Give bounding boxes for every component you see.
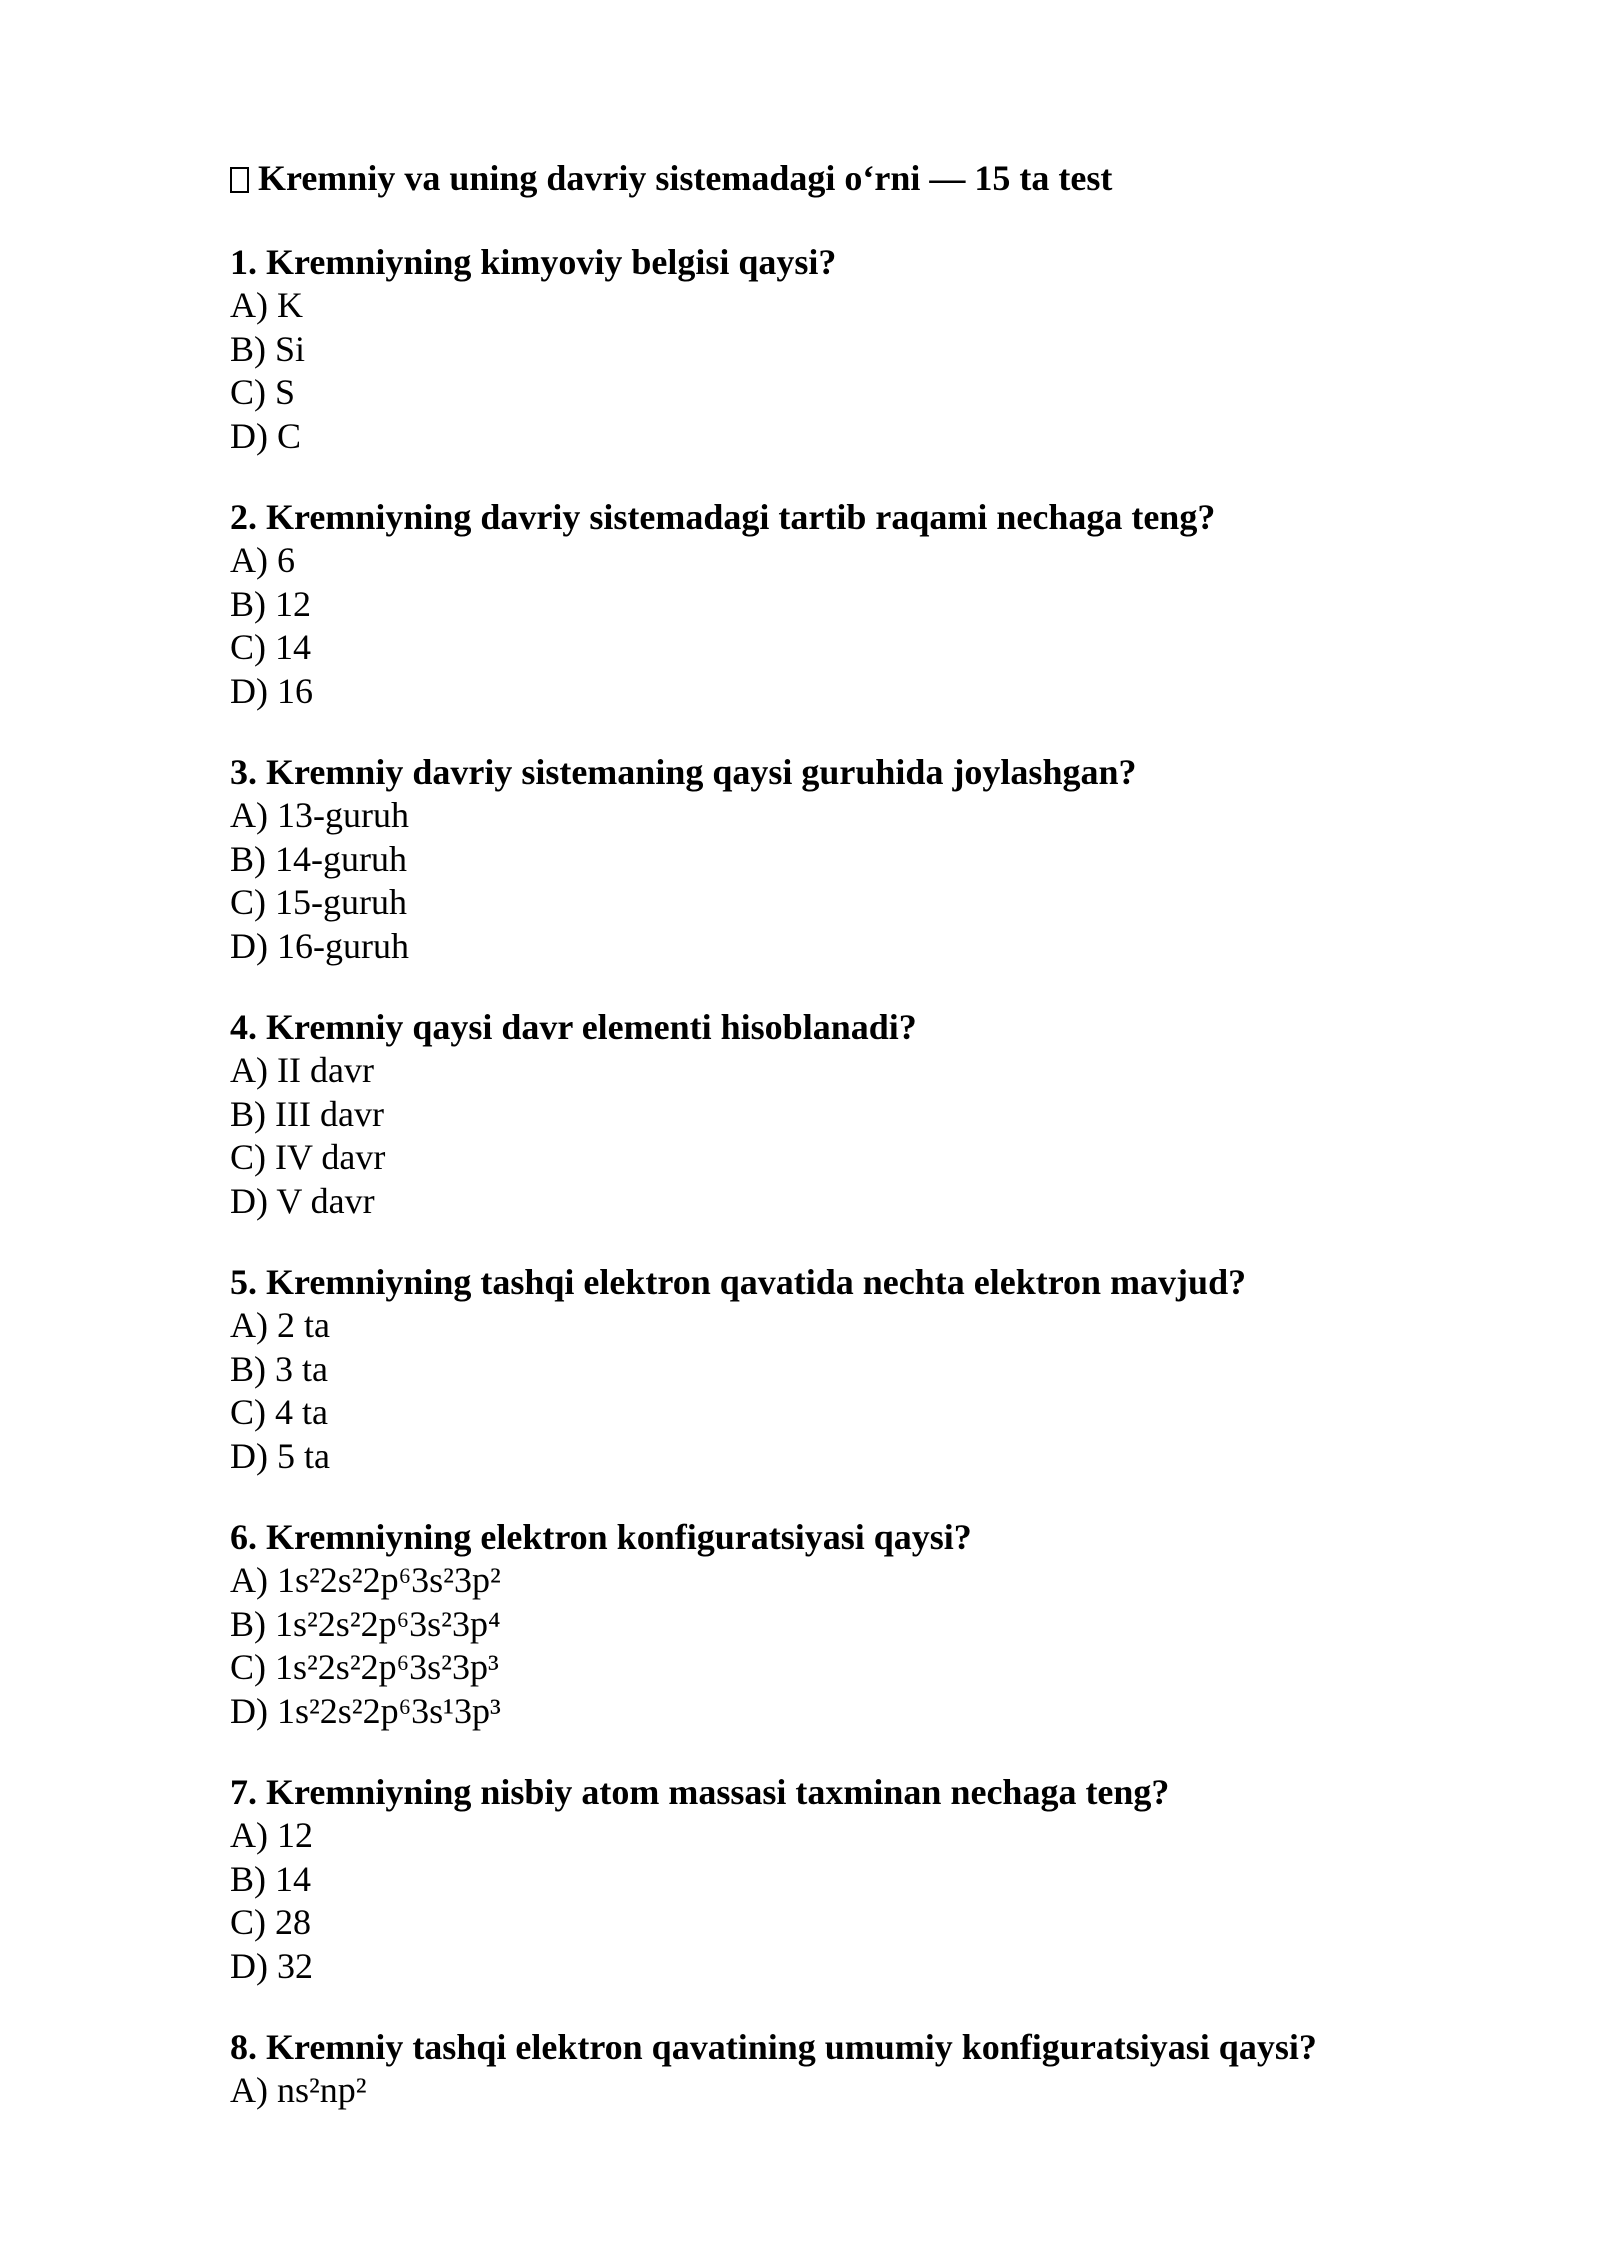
answer-option: C) 4 ta (230, 1392, 328, 1432)
answer-option: C) 1s²2s²2p⁶3s²3p³ (230, 1647, 499, 1687)
question-block (230, 2025, 1430, 2113)
answer-option: D) 5 ta (230, 1435, 330, 1476)
answer-option: B) III davr (230, 1093, 384, 1134)
answer-option: B) 14 (230, 1858, 311, 1899)
question-text: 3. Kremniy davriy sistemaning qaysi guruhida joylashgan? (230, 752, 1137, 792)
answer-option: D) 16 (230, 670, 313, 711)
answer-option: B) 1s²2s²2p⁶3s²3p⁴ (230, 1603, 501, 1644)
question-text: 1. Kremniyning kimyoviy belgisi qaysi? (230, 242, 837, 282)
question-block (230, 750, 1430, 968)
question-block (230, 240, 1430, 458)
answer-option: D) 1s²2s²2p⁶3s¹3p³ (230, 1690, 501, 1731)
question-block (230, 495, 1430, 713)
document-title (230, 156, 1430, 200)
answer-option: C) 15-guruh (230, 882, 407, 922)
question-text: 6. Kremniyning elektron konfiguratsiyasi qaysi? (230, 1517, 972, 1557)
answer-option: B) 12 (230, 583, 311, 624)
question-text: 5. Kremniyning tashqi elektron qavatida nechta elektron mavjud? (230, 1262, 1247, 1302)
question-block (230, 1515, 1430, 1733)
answer-option: B) 14-guruh (230, 838, 407, 879)
answer-option: B) Si (230, 328, 306, 369)
answer-option: A) 12 (230, 1815, 313, 1855)
question-list (230, 240, 1430, 2113)
answer-option: C) 28 (230, 1902, 311, 1942)
answer-option: D) C (230, 415, 301, 456)
question-block (230, 1770, 1430, 1988)
answer-option: D) V davr (230, 1180, 375, 1221)
answer-option: A) ns²np² (230, 2070, 367, 2110)
answer-option: A) II davr (230, 1050, 374, 1090)
question-text: 4. Kremniy qaysi davr elementi hisoblanadi? (230, 1007, 917, 1047)
document-title-text: Kremniy va uning davriy sistemadagi o‘rni — 15 ta test (258, 158, 1113, 198)
answer-option: A) 1s²2s²2p⁶3s²3p² (230, 1560, 501, 1600)
missing-glyph-icon (230, 167, 249, 193)
question-text: 2. Kremniyning davriy sistemadagi tartib raqami nechaga teng? (230, 497, 1216, 537)
answer-option: D) 16-guruh (230, 925, 409, 966)
answer-option: A) 6 (230, 540, 295, 580)
answer-option: A) 13-guruh (230, 795, 409, 835)
answer-option: A) 2 ta (230, 1305, 330, 1345)
answer-option: B) 3 ta (230, 1348, 328, 1389)
answer-option: C) 14 (230, 627, 311, 667)
document-page (230, 156, 1430, 2150)
answer-option: C) IV davr (230, 1137, 386, 1177)
question-block (230, 1260, 1430, 1478)
question-text: 7. Kremniyning nisbiy atom massasi taxminan nechaga teng? (230, 1772, 1170, 1812)
answer-option: A) K (230, 285, 303, 325)
question-text: 8. Kremniy tashqi elektron qavatining umumiy konfiguratsiyasi qaysi? (230, 2027, 1317, 2067)
answer-option: D) 32 (230, 1945, 313, 1986)
answer-option: C) S (230, 372, 296, 412)
question-block (230, 1005, 1430, 1223)
